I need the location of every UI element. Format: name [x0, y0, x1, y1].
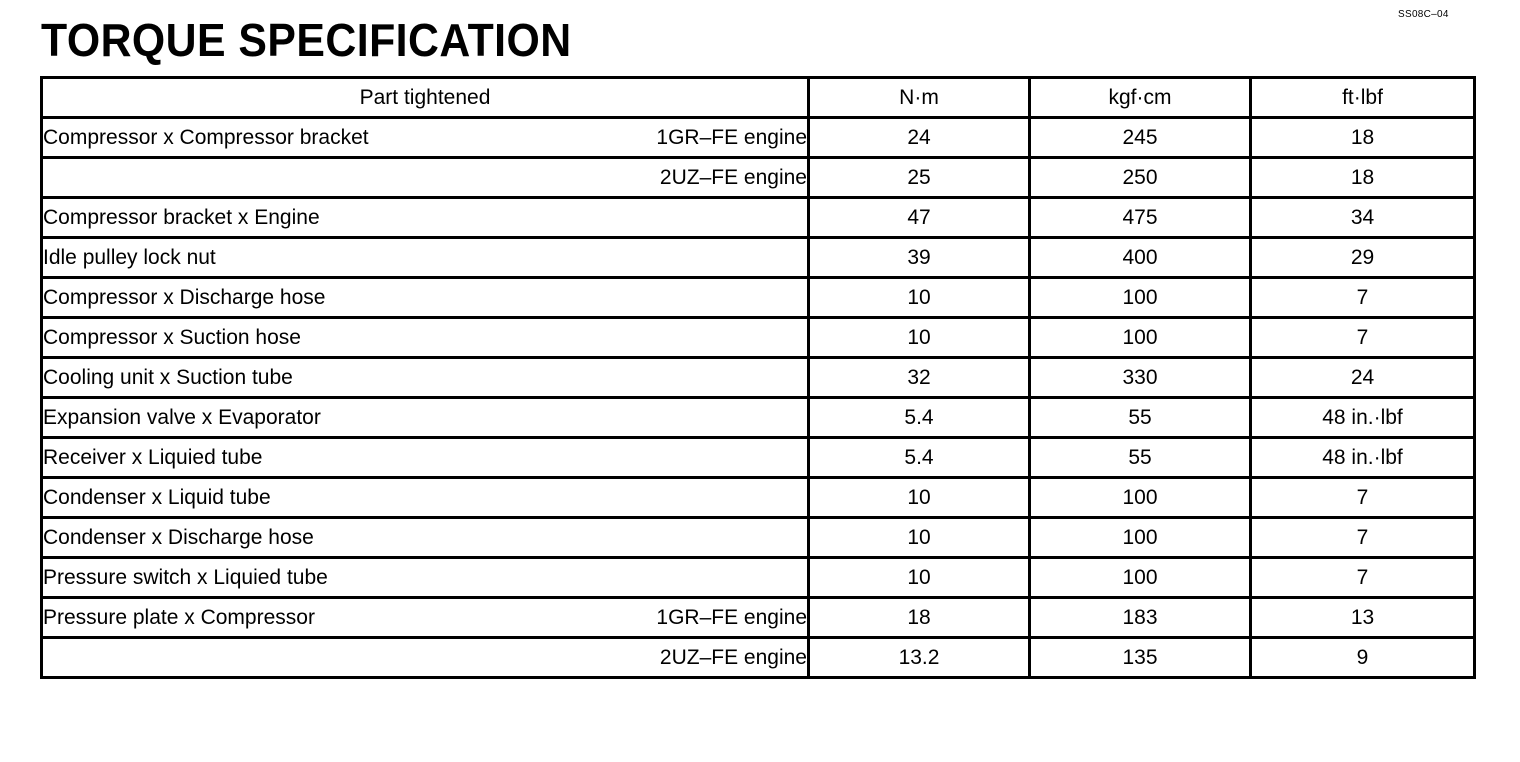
torque-nm: 10 [809, 518, 1030, 558]
part-cell [42, 478, 809, 518]
table-row [42, 518, 1475, 558]
part-cell-content [43, 526, 807, 550]
torque-nm: 32 [809, 358, 1030, 398]
part-cell [42, 318, 809, 358]
torque-ftlbf: 13 [1251, 598, 1475, 638]
torque-nm: 10 [809, 558, 1030, 598]
part-cell [42, 398, 809, 438]
part-cell-content [43, 446, 807, 470]
header-nm: N·m [809, 78, 1030, 118]
torque-nm: 5.4 [809, 438, 1030, 478]
part-cell-content [43, 366, 807, 390]
part-cell [42, 278, 809, 318]
table-row [42, 118, 1475, 158]
part-cell-content [43, 286, 807, 310]
part-name: Compressor x Suction hose [43, 325, 301, 349]
part-cell-content [43, 206, 807, 230]
torque-kgfcm: 100 [1030, 518, 1251, 558]
table-row [42, 478, 1475, 518]
engine-variant: 2UZ–FE engine [659, 645, 807, 669]
torque-ftlbf: 34 [1251, 198, 1475, 238]
engine-variant: 1GR–FE engine [656, 605, 807, 629]
torque-ftlbf: 7 [1251, 478, 1475, 518]
part-name: Compressor bracket x Engine [43, 205, 320, 229]
torque-nm: 13.2 [809, 638, 1030, 678]
torque-nm: 25 [809, 158, 1030, 198]
part-name: Condenser x Discharge hose [43, 525, 314, 549]
torque-kgfcm: 250 [1030, 158, 1251, 198]
document-code: SS08C–04 [1398, 9, 1449, 20]
torque-kgfcm: 135 [1030, 638, 1251, 678]
part-name: Idle pulley lock nut [43, 245, 216, 269]
torque-nm: 24 [809, 118, 1030, 158]
part-cell [42, 598, 809, 638]
part-cell-content [43, 606, 807, 630]
page-title: TORQUE SPECIFICATION [41, 14, 572, 66]
part-cell-content [43, 486, 807, 510]
torque-kgfcm: 100 [1030, 318, 1251, 358]
torque-kgfcm: 183 [1030, 598, 1251, 638]
engine-variant: 2UZ–FE engine [659, 165, 807, 189]
torque-ftlbf: 18 [1251, 118, 1475, 158]
torque-ftlbf: 9 [1251, 638, 1475, 678]
part-cell [42, 558, 809, 598]
table-row [42, 598, 1475, 638]
part-cell [42, 358, 809, 398]
table-row [42, 558, 1475, 598]
torque-kgfcm: 100 [1030, 478, 1251, 518]
torque-nm: 10 [809, 478, 1030, 518]
part-name: Compressor x Discharge hose [43, 285, 326, 309]
part-name: Pressure switch x Liquied tube [43, 565, 328, 589]
torque-ftlbf: 7 [1251, 518, 1475, 558]
part-name: Compressor x Compressor bracket [43, 125, 369, 149]
table-row [42, 278, 1475, 318]
part-cell [42, 198, 809, 238]
header-ftlbf: ft·lbf [1251, 78, 1475, 118]
part-name: Cooling unit x Suction tube [43, 365, 293, 389]
part-cell [42, 238, 809, 278]
torque-nm: 47 [809, 198, 1030, 238]
part-cell-content [43, 166, 807, 190]
torque-kgfcm: 55 [1030, 438, 1251, 478]
part-name: Receiver x Liquied tube [43, 445, 263, 469]
torque-specification-table [40, 76, 1476, 679]
table-row [42, 318, 1475, 358]
table-row [42, 438, 1475, 478]
torque-kgfcm: 100 [1030, 558, 1251, 598]
torque-ftlbf: 7 [1251, 318, 1475, 358]
torque-kgfcm: 100 [1030, 278, 1251, 318]
part-cell-content [43, 326, 807, 350]
part-cell-content [43, 646, 807, 670]
torque-ftlbf: 48 in.·lbf [1251, 398, 1475, 438]
part-cell-content [43, 246, 807, 270]
part-cell-content [43, 406, 807, 430]
torque-ftlbf: 7 [1251, 558, 1475, 598]
part-name: Pressure plate x Compressor [43, 605, 315, 629]
torque-kgfcm: 245 [1030, 118, 1251, 158]
torque-ftlbf: 24 [1251, 358, 1475, 398]
part-cell [42, 158, 809, 198]
part-cell [42, 638, 809, 678]
engine-variant: 1GR–FE engine [656, 125, 807, 149]
torque-kgfcm: 400 [1030, 238, 1251, 278]
table-row [42, 198, 1475, 238]
header-part-tightened: Part tightened [42, 78, 809, 118]
torque-nm: 18 [809, 598, 1030, 638]
part-cell [42, 438, 809, 478]
torque-nm: 5.4 [809, 398, 1030, 438]
torque-ftlbf: 18 [1251, 158, 1475, 198]
torque-kgfcm: 55 [1030, 398, 1251, 438]
table-header-row [42, 78, 1475, 118]
table-row [42, 158, 1475, 198]
part-name: Condenser x Liquid tube [43, 485, 271, 509]
table-row [42, 238, 1475, 278]
part-cell-content [43, 126, 807, 150]
torque-ftlbf: 29 [1251, 238, 1475, 278]
torque-ftlbf: 7 [1251, 278, 1475, 318]
torque-nm: 10 [809, 278, 1030, 318]
part-cell-content [43, 566, 807, 590]
torque-kgfcm: 475 [1030, 198, 1251, 238]
torque-nm: 39 [809, 238, 1030, 278]
header-kgfcm: kgf·cm [1030, 78, 1251, 118]
torque-kgfcm: 330 [1030, 358, 1251, 398]
torque-nm: 10 [809, 318, 1030, 358]
part-cell [42, 518, 809, 558]
part-cell [42, 118, 809, 158]
table-row [42, 398, 1475, 438]
torque-ftlbf: 48 in.·lbf [1251, 438, 1475, 478]
table-row [42, 358, 1475, 398]
part-name: Expansion valve x Evaporator [43, 405, 321, 429]
table-row [42, 638, 1475, 678]
